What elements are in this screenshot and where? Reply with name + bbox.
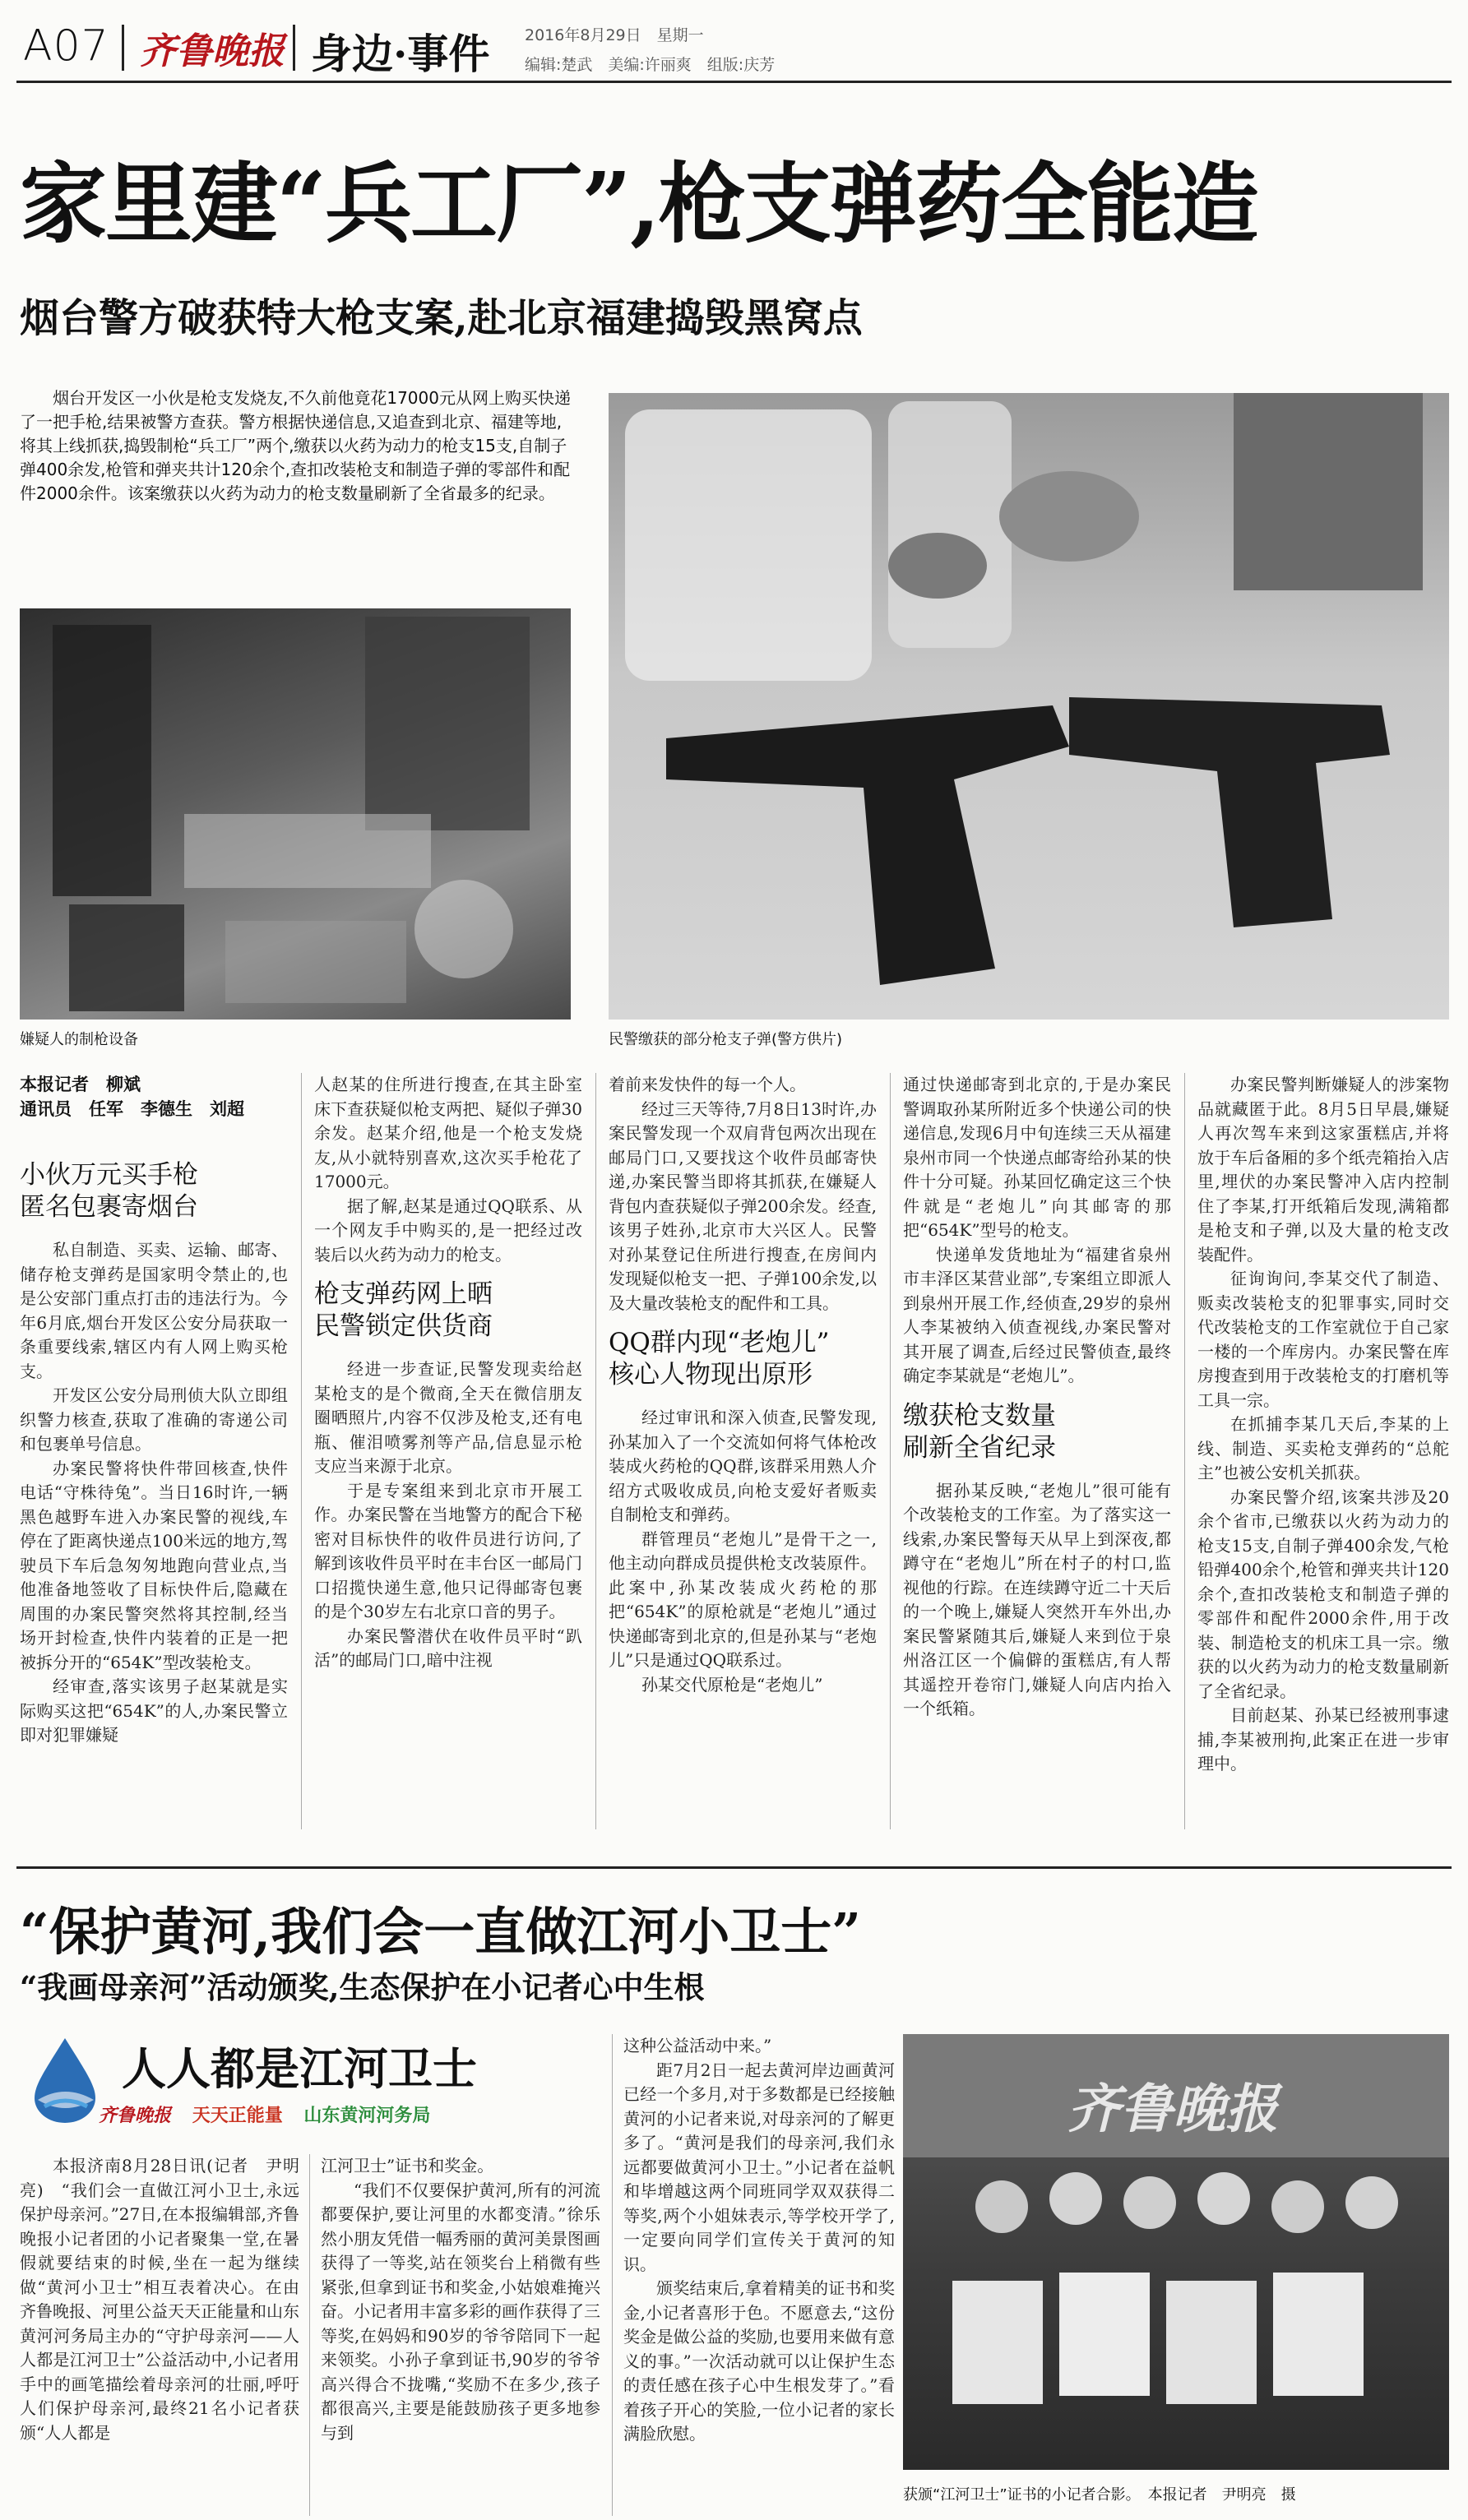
partner-river-bureau: 山东黄河河务局 — [303, 2105, 431, 2126]
article-column-4 — [903, 1073, 1171, 1829]
column-rule — [1184, 1073, 1185, 1829]
article-paragraph: 距7月2日一起去黄河岸边画黄河已经一个多月,对于多数都是已经接触黄河的小记者来说,对母亲河的了解更多了。“黄河是我们的母亲河,我们永远都要做黄河小卫士。”小记者在益帆和毕增越这两个同班同学双双获得二等奖,两个小姐妹表示,等学校开学了,一定要向同学们宣传关于黄河的知识。 — [623, 2060, 895, 2274]
reporters-group-photo — [903, 2034, 1449, 2470]
column-rule — [301, 1073, 302, 1829]
photo-banner-brand: 齐鲁晚报 — [1067, 2078, 1278, 2140]
byline-correspondents: 通讯员 任军 李德生 刘超 — [20, 1099, 244, 1119]
lead-paragraph — [20, 386, 572, 506]
story2-column-1 — [20, 2154, 299, 2516]
article-paragraph: 经过审讯和深入侦查,民警发现,孙某加入了一个交流如何将气体枪改装成火药枪的QQ群,该群采用熟人介绍方式吸收成员,向枪支爱好者贩卖自制枪支和弹药。 — [609, 1408, 877, 1524]
article-column-2 — [314, 1073, 582, 1829]
article-paragraph: 江河卫士”证书和奖金。 — [321, 2156, 494, 2176]
subheadline: 烟台警方破获特大枪支案,赴北京福建捣毁黑窝点 — [20, 295, 863, 341]
column-rule — [595, 1073, 596, 1829]
seized-guns-caption: 民警缴获的部分枪支子弹(警方供片) — [609, 1031, 843, 1048]
article-paragraph: 着前来发快件的每一个人。 — [609, 1075, 806, 1094]
article-paragraph: 通过快递邮寄到北京的,于是办案民警调取孙某所附近多个快递公司的快递信息,发现6月中旬连续三天从福建泉州市同一个快递点邮寄给孙某的快件十分可疑。孙某回忆确定这三个快件就是“老炮儿”向其邮寄的那把“654K”型号的枪支。 — [903, 1075, 1171, 1240]
article-paragraph: 据了解,赵某是通过QQ联系、从一个网友手中购买的,是一把经过改装后以火药为动力的枪支。 — [314, 1195, 582, 1265]
section-subhead: QQ群内现“老炮儿” 核心人物现出原形 — [609, 1328, 830, 1389]
article-paragraph: 办案民警判断嫌疑人的涉案物品就藏匿于此。8月5日早晨,嫌疑人再次驾车来到这家蛋糕店,并将放于车后备厢的多个纸壳箱抬入店里,埋伏的办案民警冲入店内控制住了李某,打开纸箱后发现,满箱都是枪支和子弹,以及大量的枪支改装配件。 — [1197, 1075, 1449, 1265]
partner-brand: 齐鲁晚报 — [99, 2105, 172, 2126]
seized-guns-photo — [609, 393, 1449, 1020]
article-paragraph: 办案民警将快件带回核查,快件电话“守株待兔”。当日16时许,一辆黑色越野车进入办案民警的视线,车停在了距离快递点100米远的地方,驾驶员下车后急匆匆地跑向营业点,当他准备地签收了目标快件后,隐藏在周围的办案民警突然将其控制,经当场开封检查,快件内装着的正是一把被拆分开的“654K”型改装枪支。 — [20, 1458, 288, 1672]
column-rule — [612, 2034, 613, 2516]
section-subhead: 缴获枪支数量 刷新全省纪录 — [903, 1400, 1056, 1463]
story-divider — [16, 1866, 1452, 1869]
page-number: A07 — [23, 21, 109, 71]
article-paragraph: 在抓捕李某几天后,李某的上线、制造、买卖枪支弹药的“总舵主”也被公安机关抓获。 — [1197, 1414, 1449, 1482]
article-paragraph: 开发区公安分局刑侦大队立即组织警力核查,获取了准确的寄递公司和包裹单号信息。 — [20, 1385, 288, 1454]
section-subhead: 枪支弹药网上晒 民警锁定供货商 — [314, 1279, 493, 1341]
article-paragraph: 经审查,落实该男子赵某就是实际购买这把“654K”的人,办案民警立即对犯罪嫌疑 — [20, 1676, 288, 1745]
article-column-3 — [609, 1073, 877, 1829]
article-paragraph: 经进一步查证,民警发现卖给赵某枪支的是个微商,全天在微信朋友圈晒照片,内容不仅涉及枪支,还有电瓶、催泪喷雾剂等产品,信息显示枪支应当来源于北京。 — [314, 1359, 582, 1476]
article-column-5 — [1197, 1073, 1449, 1829]
group-photo-caption: 获颁“江河卫士”证书的小记者合影。 本报记者 尹明亮 摄 — [903, 2486, 1296, 2504]
article-paragraph: 办案民警介绍,该案共涉及20余个省市,已缴获以火药为动力的枪支15支,自制子弹400余发,气枪铅弹400余个,枪管和弹夹共计120余个,查扣改装枪支和制造子弹的零部件和配件2000余件,用于改装、制造枪支的机床工具一宗。缴获的以火药为动力的枪支数量刷新了全省纪录。 — [1197, 1487, 1449, 1701]
story2-subheadline: “我画母亲河”活动颁奖,生态保护在小记者心中生根 — [20, 1969, 705, 2005]
campaign-partners — [99, 2102, 430, 2127]
lead-text: 烟台开发区一小伙是枪支发烧友,不久前他竟花17000元从网上购买快递了一把手枪,结果被警方查获。警方根据快递信息,又追查到北京、福建等地,将其上线抓获,捣毁制枪“兵工厂”两个,缴获以火药为动力的枪支15支,自制子弹400余发,枪管和弹夹共计120余个,查扣改装枪支和制造子弹的零部件和配件2000余件。该案缴获以火药为动力的枪支数量刷新了全省最多的纪录。 — [20, 388, 571, 503]
campaign-logo-title: 人人都是江河卫士 — [122, 2043, 477, 2095]
page-header — [16, 15, 1452, 83]
workshop-illustration — [20, 608, 571, 1020]
article-column-1 — [20, 1148, 288, 1830]
article-paragraph: 经过三天等待,7月8日13时许,办案民警发现一个双肩背包两次出现在邮局门口,又要找这个收件员邮寄快递,办案民警当即将其抓获,在嫌疑人背包内查获疑似子弹200余发。经查,该男子姓孙,北京市大兴区人。民警对孙某登记住所进行搜查,在房间内发现疑似枪支一把、子弹100余发,以及大量改装枪支的配件和工具。 — [609, 1098, 877, 1313]
byline — [20, 1072, 288, 1121]
article-paragraph: “我们不仅要保护黄河,所有的河流都要保护,要让河里的水都变清。”徐乐然小朋友凭借一幅秀丽的黄河美景图画获得了一等奖,站在领奖台上稍微有些紧张,但拿到证书和奖金,小姑娘难掩兴奋。小记者用丰富多彩的画作获得了三等奖,在妈妈和90岁的爷爷陪同下一起来领奖。小孙子拿到证书,90岁的爷爷高兴得合不拢嘴,“奖励不在多少,孩子都很高兴,主要是能鼓励孩子更多地参与到 — [321, 2180, 600, 2443]
column-rule — [309, 2154, 310, 2516]
section-subhead: 小伙万元买手枪 匿名包裹寄烟台 — [20, 1160, 198, 1222]
headline: 家里建“兵工厂”,枪支弹药全能造 — [20, 152, 1257, 255]
article-paragraph: 人赵某的住所进行搜查,在其主卧室床下查获疑似枪支两把、疑似子弹30余发。赵某介绍,他是一个枪支发烧友,从小就特别喜欢,这次买手枪花了17000元。 — [314, 1075, 582, 1191]
section-title: 身边·事件 — [311, 30, 490, 78]
article-paragraph: 群管理员“老炮儿”是骨干之一,他主动向群成员提供枪支改装原件。此案中,孙某改装成火药枪的那把“654K”的原枪就是“老炮儿”通过快递邮寄到北京的,但是孙某与“老炮儿”只是通过QQ联系过。 — [609, 1528, 877, 1670]
story2-column-2 — [321, 2154, 600, 2516]
article-paragraph: 办案民警潜伏在收件员平时“趴活”的邮局门口,暗中注视 — [314, 1625, 582, 1670]
article-paragraph: 快递单发货地址为“福建省泉州市丰泽区某营业部”,专案组立即派人到泉州开展工作,经侦查,29岁的泉州人李某被纳入侦查视线,办案民警对其开展了调查,后经过民警侦查,最终确定李某就是“老炮儿”。 — [903, 1244, 1171, 1385]
workshop-photo — [20, 608, 571, 1020]
date-line: 2016年8月29日 星期一 — [525, 26, 704, 44]
article-paragraph: 私自制造、买卖、运输、邮寄、储存枪支弹药是国家明令禁止的,也是公安部门重点打击的违法行为。今年6月底,烟台开发区公安分局获取一条重要线索,辖区内有人网上购买枪支。 — [20, 1240, 288, 1381]
article-paragraph: 这种公益活动中来。” — [623, 2036, 772, 2055]
article-paragraph: 于是专案组来到北京市开展工作。办案民警在当地警方的配合下秘密对目标快件的收件员进行访问,了解到该收件员平时在丰台区一邮局门口招揽快递生意,他只记得邮寄包裹的是个30岁左右北京口音的男子。 — [314, 1480, 582, 1621]
header-divider — [122, 25, 124, 71]
workshop-photo-caption: 嫌疑人的制枪设备 — [20, 1031, 138, 1048]
story2-headline: “保护黄河,我们会一直做江河小卫士” — [20, 1902, 861, 1962]
newspaper-brand: 齐鲁晚报 — [140, 30, 285, 72]
article-paragraph: 颁奖结束后,拿着精美的证书和奖金,小记者喜形于色。不愿意去,“这份奖金是做公益的奖励,也要用来做有意义的事。”一次活动就可以让保护生态的责任感在孩子心中生根发芽了。”看着孩子开心的笑脸,一位小记者的家长满脸欣慰。 — [623, 2278, 895, 2444]
seized-guns-illustration — [609, 393, 1449, 1020]
article-paragraph: 孙某交代原枪是“老炮儿” — [641, 1674, 823, 1695]
article-paragraph: 本报济南8月28日讯(记者 尹明亮) “我们会一直做江河小卫士,永远保护母亲河。”27日,在本报编辑部,齐鲁晚报小记者团的小记者聚集一堂,在暑假就要结束的时候,坐在一起为继续做“黄河小卫士”相互表着决心。在由齐鲁晚报、河里公益天天正能量和山东黄河河务局主办的“守护母亲河——人人都是江河卫士”公益活动中,小记者用手中的画笔描绘着母亲河的壮丽,呼吁人们保护母亲河,最终21名小记者获颁“人人都是 — [20, 2156, 299, 2443]
article-paragraph: 征询询问,李某交代了制造、贩卖改装枪支的犯罪事实,同时交代改装枪支的工作室就位于自己家一楼的一个库房内。办案民警在库房搜查到用于改装枪支的打磨机等工具一宗。 — [1197, 1269, 1449, 1410]
column-rule — [890, 1073, 891, 1829]
byline-reporter: 本报记者 柳斌 — [20, 1075, 141, 1094]
water-drop-icon — [20, 2034, 110, 2125]
story2-column-3 — [623, 2034, 895, 2516]
article-paragraph: 目前赵某、孙某已经被刑事逮捕,李某被刑拘,此案正在进一步审理中。 — [1197, 1705, 1449, 1773]
article-paragraph: 据孙某反映,“老炮儿”很可能有个改装枪支的工作室。为了落实这一线索,办案民警每天从早上到深夜,都蹲守在“老炮儿”所在村子的村口,监视他的行踪。在连续蹲守近二十天后的一个晚上,嫌疑人突然开车外出,办案民警紧随其后,嫌疑人来到位于泉州洛江区一个偏僻的蛋糕店,有人帮其遥控开卷帘门,嫌疑人向店内抬入一个纸箱。 — [903, 1480, 1171, 1718]
header-divider — [293, 25, 295, 71]
partner-positive-energy: 天天正能量 — [192, 2105, 283, 2126]
editor-credits: 编辑:楚武 美编:许丽爽 组版:庆芳 — [525, 56, 776, 74]
